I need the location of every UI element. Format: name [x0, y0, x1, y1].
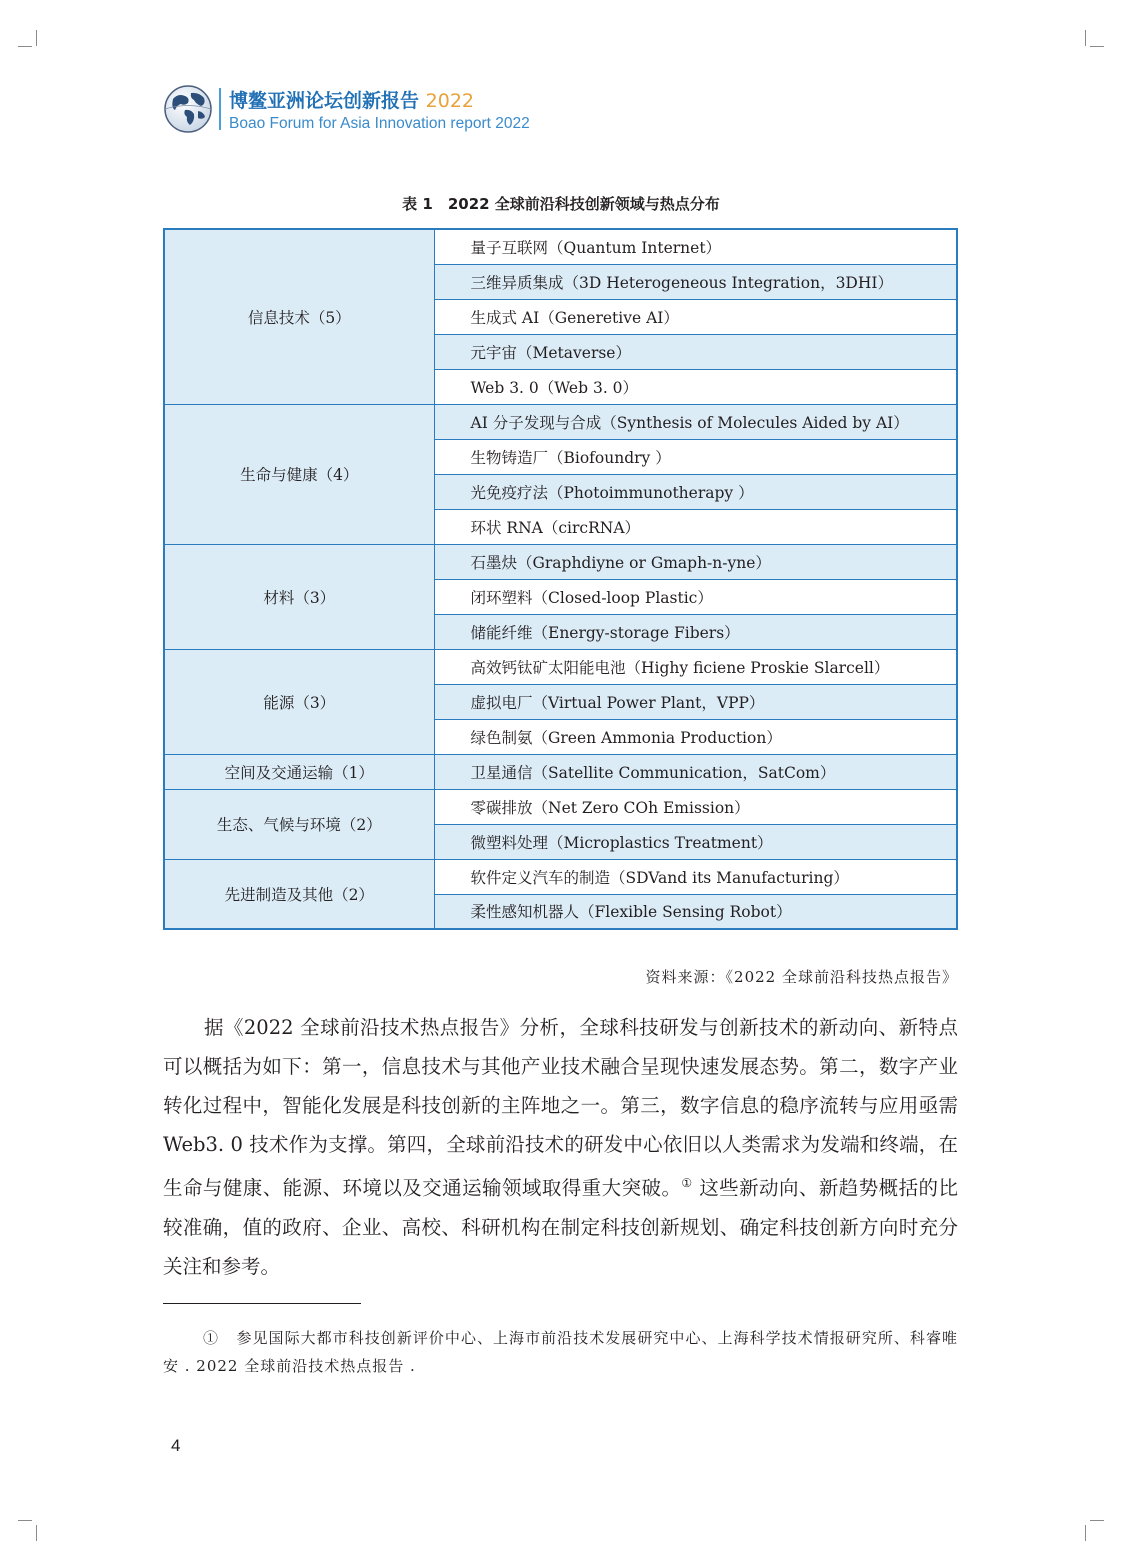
category-cell: 能源（3） — [164, 649, 434, 754]
footnote — [163, 1324, 958, 1380]
hotspot-cell: 微塑料处理（Microplastics Treatment） — [434, 824, 957, 859]
hotspot-cell: 生成式 AI（Generetive AI） — [434, 299, 957, 334]
category-cell: 信息技术（5） — [164, 229, 434, 404]
footnote-mark: ① — [203, 1329, 220, 1347]
paragraph-text: 据《2022 全球前沿技术热点报告》分析，全球科技研发与创新技术的新动向、新特点可以概括为如下：第一，信息技术与其他产业技术融合呈现快速发展态势。第二，数字产业转化过程中，智能化发展是科技创新的主阵地之一。第三，数字信息的稳序流转与应用亟需 Web3. 0 技术作为支撑。第四，全球前沿技术的研发中心依旧以人类需求为发端和终端，在生命与健康、能源、环境以及交通运输领域取得重大突破。 — [163, 1016, 958, 1200]
table-row — [164, 404, 957, 439]
paragraph-text-cont: 这些新动向、新趋势概括的比较准确，值的政府、企业、高校、科研机构在制定科技创新规划、确定科技创新方向时充分关注和参考。 — [163, 1176, 958, 1278]
table-row — [164, 544, 957, 579]
tech-table — [163, 228, 958, 930]
crop-mark — [18, 46, 32, 47]
header-title-cn: 博鳌亚洲论坛创新报告 2022 — [229, 90, 474, 112]
crop-mark — [1085, 30, 1086, 46]
crop-mark — [1085, 1525, 1086, 1541]
footnote-rule — [163, 1303, 361, 1304]
hotspot-cell: 卫星通信（Satellite Communication，SatCom） — [434, 754, 957, 789]
table-row — [164, 229, 957, 264]
crop-mark — [36, 30, 37, 46]
globe-logo-icon — [163, 84, 213, 134]
hotspot-cell: 环状 RNA（circRNA） — [434, 509, 957, 544]
hotspot-cell: 光免疫疗法（Photoimmunotherapy ） — [434, 474, 957, 509]
hotspot-cell: 三维异质集成（3D Heterogeneous Integration，3DHI） — [434, 264, 957, 299]
header-title-year: 2022 — [425, 90, 474, 112]
hotspot-cell: Web 3. 0（Web 3. 0） — [434, 369, 957, 404]
hotspot-cell: 储能纤维（Energy-storage Fibers） — [434, 614, 957, 649]
hotspot-cell: 零碳排放（Net Zero COh Emission） — [434, 789, 957, 824]
hotspot-cell: 软件定义汽车的制造（SDVand its Manufacturing） — [434, 859, 957, 894]
hotspot-cell: 闭环塑料（Closed-loop Plastic） — [434, 579, 957, 614]
hotspot-cell: 柔性感知机器人（Flexible Sensing Robot） — [434, 894, 957, 929]
category-cell: 材料（3） — [164, 544, 434, 649]
hotspot-cell: 量子互联网（Quantum Internet） — [434, 229, 957, 264]
table-source: 资料来源：《2022 全球前沿科技热点报告》 — [645, 968, 958, 986]
crop-mark — [18, 1520, 32, 1521]
crop-mark — [36, 1525, 37, 1541]
table-row — [164, 649, 957, 684]
footnote-reference[interactable]: ① — [681, 1176, 693, 1190]
page-number: 4 — [171, 1436, 181, 1455]
body-paragraph — [163, 1008, 958, 1286]
table-row — [164, 859, 957, 894]
hotspot-cell: 石墨炔（Graphdiyne or Gmaph-n-yne） — [434, 544, 957, 579]
header-divider — [219, 88, 221, 130]
category-cell: 生命与健康（4） — [164, 404, 434, 544]
hotspot-cell: 虚拟电厂（Virtual Power Plant，VPP） — [434, 684, 957, 719]
category-cell: 生态、气候与环境（2） — [164, 789, 434, 859]
hotspot-cell: 高效钙钛矿太阳能电池（Highy ficiene Proskie Slarcell） — [434, 649, 957, 684]
footnote-text: 参见国际大都市科技创新评价中心、上海市前沿技术发展研究中心、上海科学技术情报研究所、科睿唯安 . 2022 全球前沿技术热点报告 . — [163, 1329, 958, 1375]
hotspot-cell: AI 分子发现与合成（Synthesis of Molecules Aided by AI） — [434, 404, 957, 439]
crop-mark — [1090, 1520, 1104, 1521]
table-title: 表 1 2022 全球前沿科技创新领域与热点分布 — [402, 195, 720, 213]
category-cell: 空间及交通运输（1） — [164, 754, 434, 789]
table-row — [164, 789, 957, 824]
table-row — [164, 754, 957, 789]
crop-mark — [1090, 46, 1104, 47]
hotspot-cell: 生物铸造厂（Biofoundry ） — [434, 439, 957, 474]
header-title-en: Boao Forum for Asia Innovation report 2022 — [229, 115, 530, 132]
hotspot-cell: 元宇宙（Metaverse） — [434, 334, 957, 369]
category-cell: 先进制造及其他（2） — [164, 859, 434, 929]
hotspot-cell: 绿色制氨（Green Ammonia Production） — [434, 719, 957, 754]
